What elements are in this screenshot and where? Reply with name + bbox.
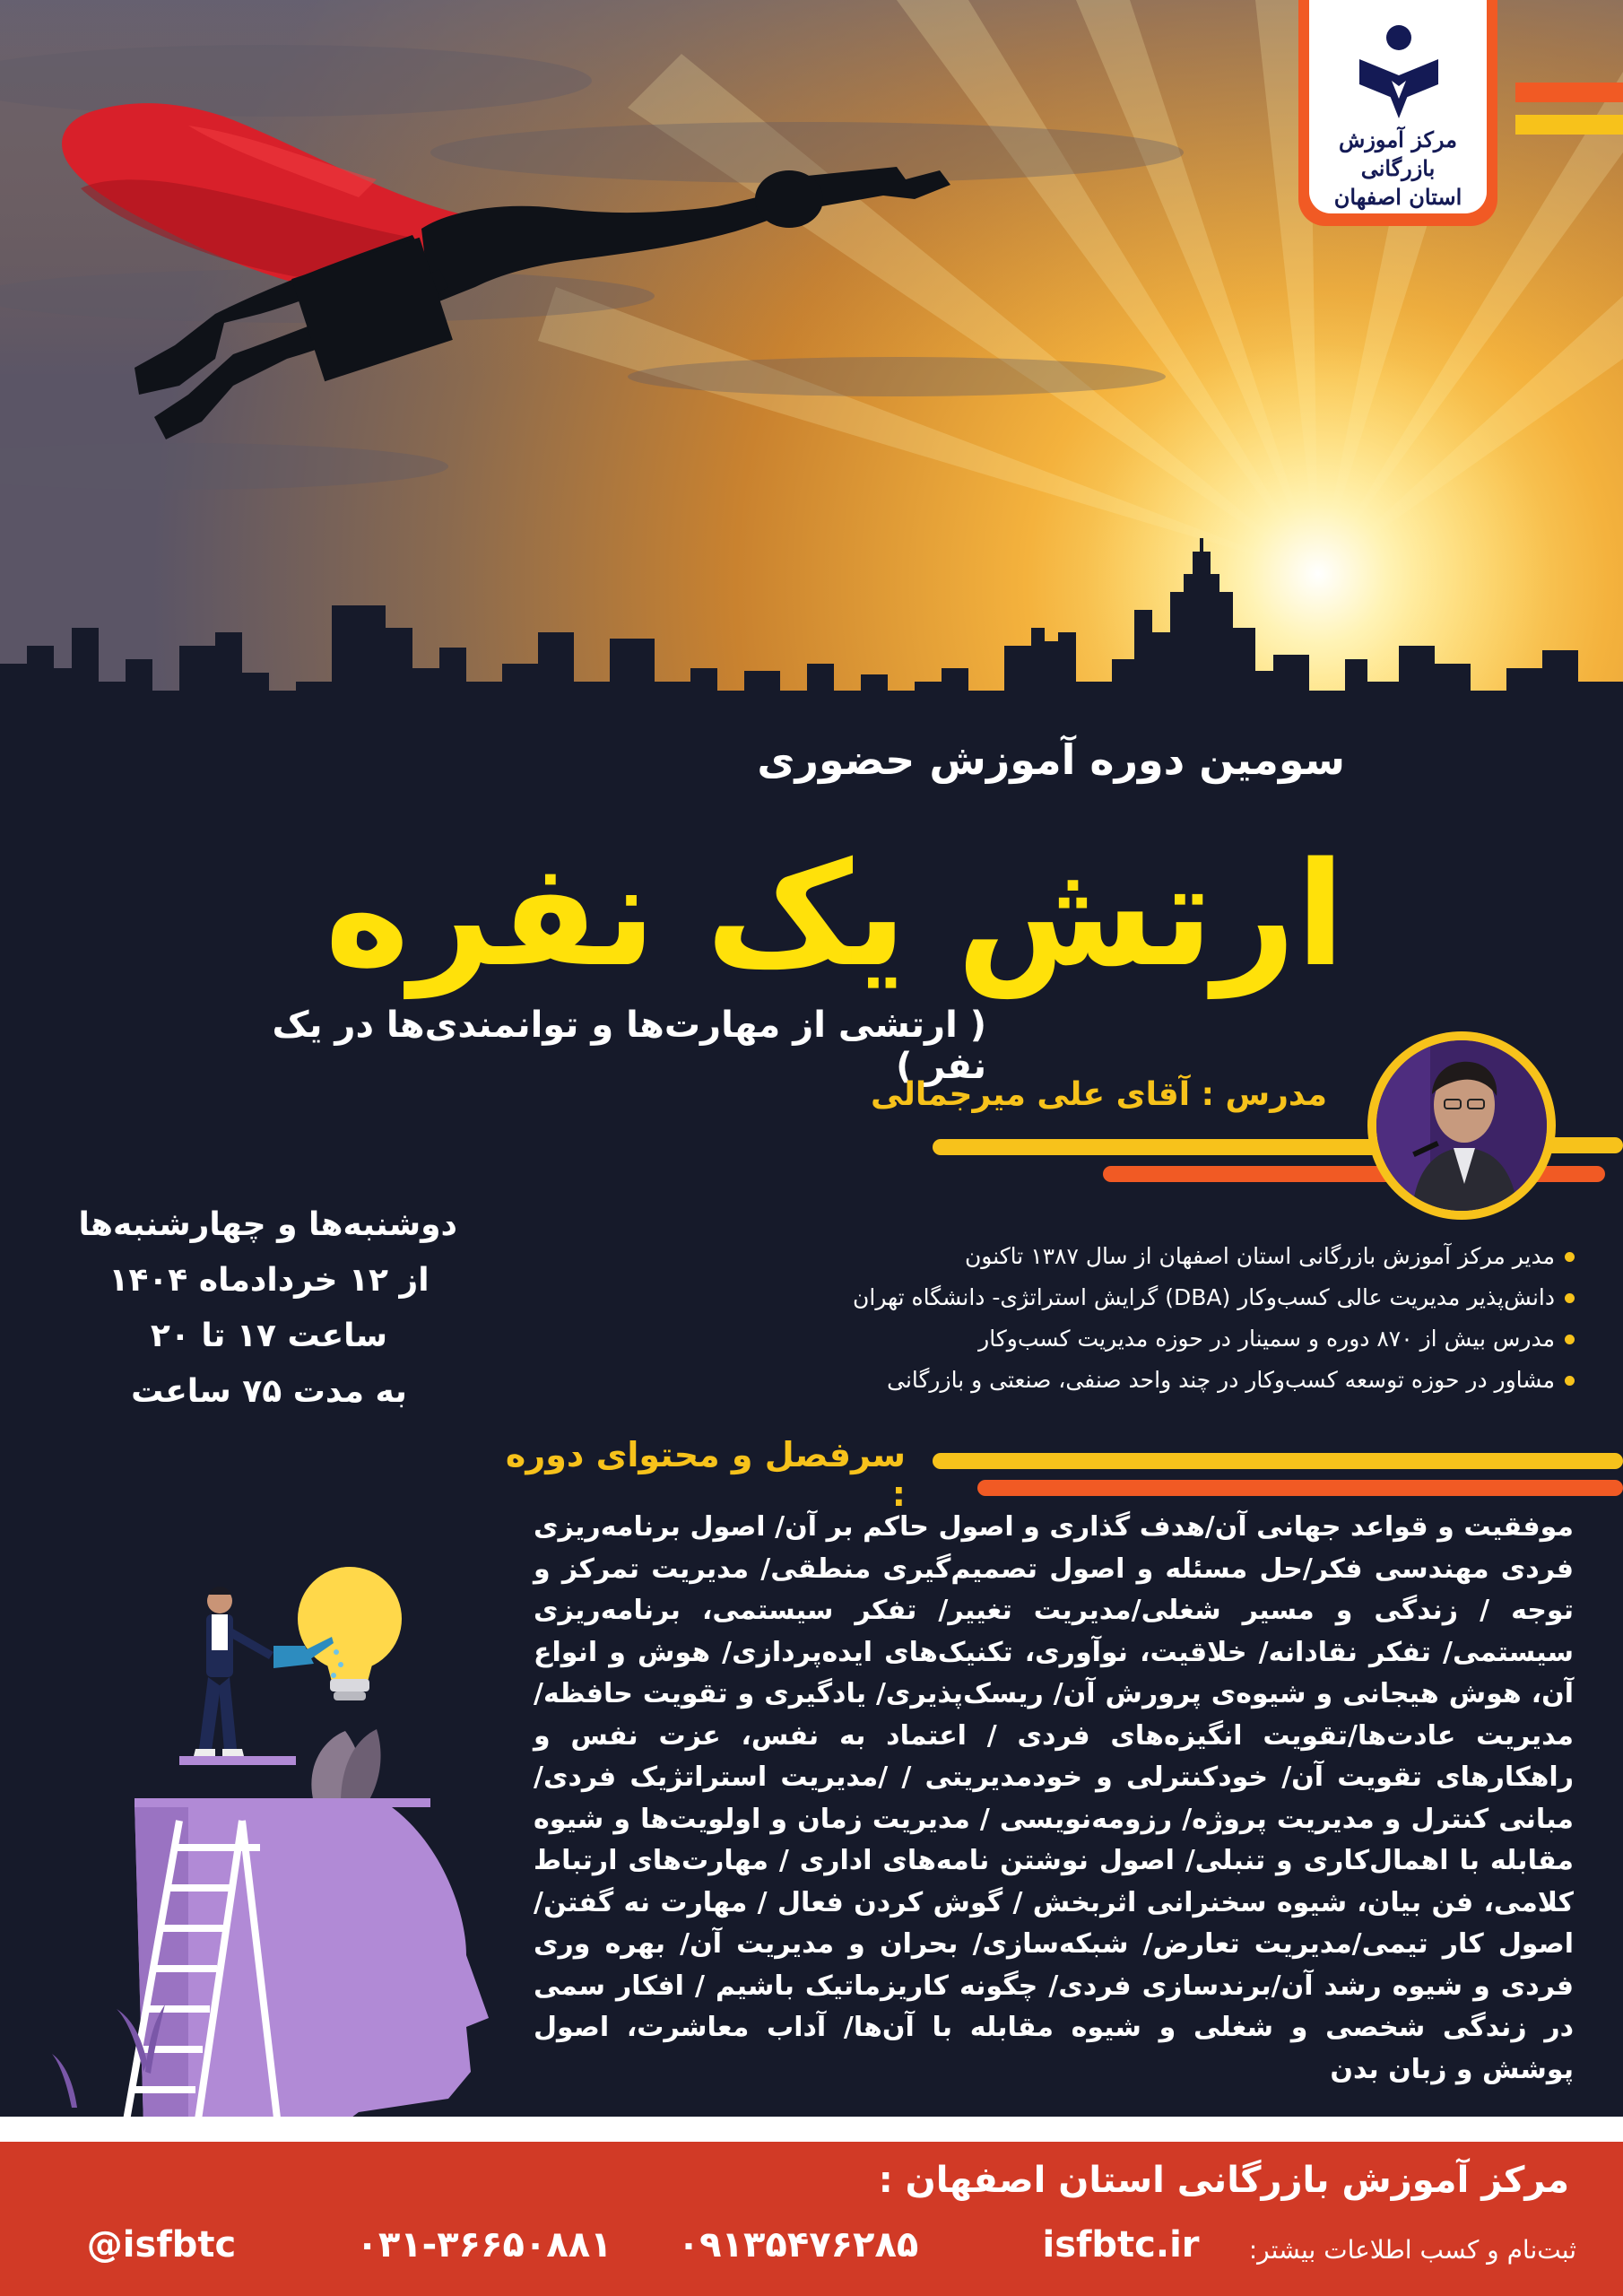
instructor-photo-frame xyxy=(1367,1031,1556,1220)
bio-item: مدیر مرکز آموزش بازرگانی استان اصفهان از سال ۱۳۸۷ تاکنون xyxy=(753,1236,1578,1277)
logo-org-line2: استان اصفهان xyxy=(1333,184,1462,210)
logo-card xyxy=(1298,0,1497,226)
schedule-duration: به مدت ۷۵ ساعت xyxy=(131,1373,407,1410)
mobile-number[interactable]: ۰۹۱۳۵۴۷۶۲۸۵ xyxy=(677,2224,919,2266)
stripe-yellow xyxy=(1515,115,1623,135)
footer-org-name: مرکز آموزش بازرگانی استان اصفهان : xyxy=(878,2160,1569,2201)
course-subtitle: ( ارتشی از مهارت‌ها و توانمندی‌ها در یک نفر ) xyxy=(272,1004,986,1087)
instructor-bio-list xyxy=(753,1236,1578,1401)
phone-number[interactable]: ۰۳۱-۳۶۶۵۰۸۸۱ xyxy=(356,2224,612,2266)
bio-item: مشاور در حوزه توسعه کسب‌وکار در چند واحد صنفی، صنعتی و بازرگانی xyxy=(753,1360,1578,1401)
schedule-start-date: از ۱۲ خردادماه ۱۴۰۴ xyxy=(108,1262,430,1299)
course-edition-heading: سومین دوره آموزش حضوری xyxy=(757,735,1345,784)
logo-emblem-icon xyxy=(1356,23,1442,122)
schedule-block xyxy=(78,1197,457,1420)
footer xyxy=(0,2142,1623,2296)
stripe-orange xyxy=(1515,83,1623,102)
syllabus-line-orange xyxy=(977,1480,1623,1496)
footer-divider xyxy=(0,2117,1623,2142)
syllabus-line-yellow xyxy=(933,1453,1623,1469)
schedule-days: دوشنبه‌ها و چهارشنبه‌ها xyxy=(78,1206,457,1243)
instructor-name: مدرس : آقای علی میرجمالی xyxy=(870,1076,1327,1113)
footer-contact-row xyxy=(0,2224,1623,2278)
course-title: ارتش یک نفره xyxy=(325,831,1345,998)
syllabus-heading: سرفصل و محتوای دوره : xyxy=(505,1435,906,1514)
instructor-photo xyxy=(1376,1040,1547,1211)
bio-item: مدرس بیش از ۸۷۰ دوره و سمینار در حوزه مدیریت کسب‌وکار xyxy=(753,1318,1578,1360)
logo-panel xyxy=(1309,0,1487,213)
footer-more-info-label: ثبت‌نام و کسب اطلاعات بیشتر: xyxy=(1248,2235,1576,2265)
bio-item: دانش‌پذیر مدیریت عالی کسب‌وکار (DBA) گرایش استراتژی- دانشگاه تهران xyxy=(753,1277,1578,1318)
growth-illustration xyxy=(45,1444,511,2126)
social-handle[interactable]: @isfbtc xyxy=(86,2224,237,2266)
syllabus-body: موفقیت و قواعد جهانی آن/هدف گذاری و اصول حاکم بر آن/ اصول برنامه‌ریزی فردی مهندسی فکر/حل مسئله و اصول تصمیم‌گیری منطقی/ مدیریت تمرکز و توجه / زندگی و مسیر شغلی/مدیریت تغییر/ تفکر سیستمی، برنامه‌ریزی سیستمی/ تفکر نقادانه/ خلاقیت، نوآوری، تکنیک‌های ایده‌پردازی/ هوش و انواع آن، هوش هیجانی و شیوه‌ی پرورش آن/ ریسک‌پذیری/ یادگیری و تقویت حافظه/ مدیریت عادت‌ها/تقویت انگیزه‌های فردی / اعتماد به نفس، عزت نفس و راهکارهای تقویت آن/ خودکنترلی و خودمدیریتی / /مدیریت استراتژیک فردی/مبانی کنترل و مدیریت پروژه/ رزومه‌نویسی / مدیریت زمان و اولویت‌ها و شیوه مقابله با اهمال‌کاری و تنبلی/ اصول نوشتن نامه‌های اداری / مهارت‌های ارتباط کلامی، فن بیان، شیوه سخنرانی اثربخش / گوش کردن فعال / مهارت نه گفتن/ اصول کار تیمی/مدیریت تعارض/ شبکه‌سازی/ بحران و مدیریت آن/ بهره وری فردی و شیوه رشد آن/برندسازی فردی/ چگونه کاریزماتیک باشیم / افکار سمی در زندگی شخصی و شغلی و شیوه مقابله با آن‌ها/ آداب معاشرت، اصول پوشش و زبان بدن xyxy=(534,1511,1574,2085)
lightbulb-icon xyxy=(298,1567,402,1700)
website-link[interactable]: isfbtc.ir xyxy=(1042,2224,1200,2266)
accent-line-yellow xyxy=(933,1139,1381,1155)
schedule-hours: ساعت ۱۷ تا ۲۰ xyxy=(150,1318,388,1354)
logo-org-line1: مرکز آموزش بازرگانی xyxy=(1339,126,1457,181)
